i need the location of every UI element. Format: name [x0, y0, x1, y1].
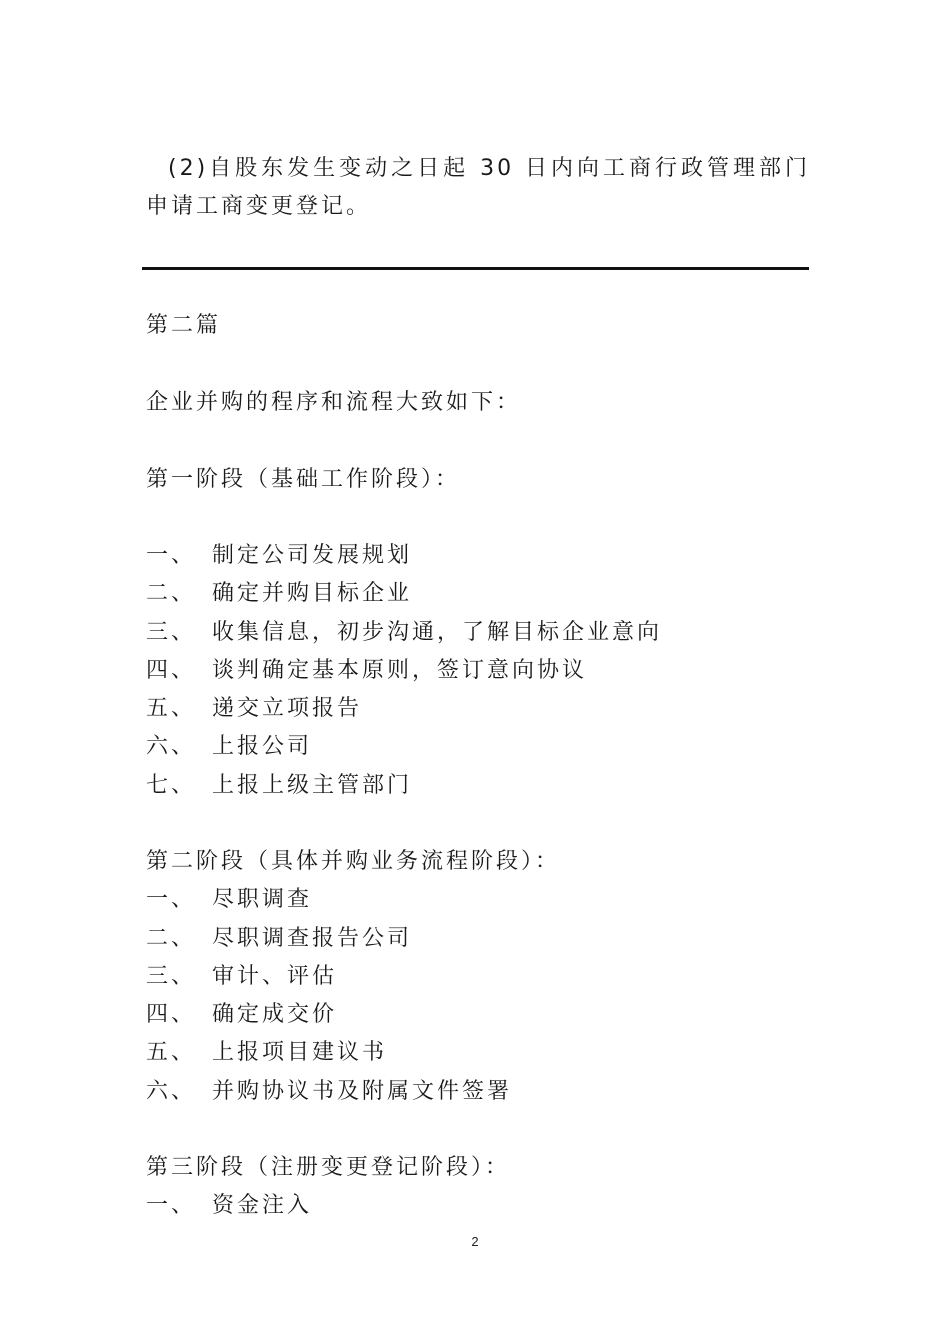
list-item-number: 四、: [146, 1002, 197, 1027]
list-item: [146, 734, 312, 760]
list-item-number: 六、: [146, 734, 197, 759]
intro-paragraph: (2)自股东发生变动之日起 30 日内向工商行政管理部门申请工商变更登记。: [146, 156, 810, 219]
lead-text: 企业并购的程序和流程大致如下：: [146, 390, 522, 415]
list-item-text: 审计、评估: [212, 964, 338, 989]
page-number: 2: [471, 1234, 479, 1249]
list-item: [146, 773, 412, 799]
list-item-text: 尽职调查报告公司: [212, 926, 413, 951]
list-item-number: 五、: [146, 696, 197, 721]
list-item-number: 六、: [146, 1079, 197, 1104]
list-item-number: 五、: [146, 1040, 197, 1065]
list-item-text: 确定成交价: [212, 1002, 338, 1027]
list-item-text: 制定公司发展规划: [212, 543, 413, 568]
list-item-text: 资金注入: [212, 1193, 313, 1218]
stage-heading: 第二阶段（具体并购业务流程阶段）：: [146, 849, 561, 874]
list-item-text: 上报公司: [212, 734, 313, 759]
section-title: 第二篇: [146, 313, 222, 338]
list-item-text: 尽职调查: [212, 887, 313, 912]
list-item-text: 上报项目建议书: [212, 1040, 388, 1065]
list-item-number: 三、: [146, 964, 197, 989]
list-item-text: 递交立项报告: [212, 696, 363, 721]
stage-heading: 第三阶段（注册变更登记阶段）：: [146, 1155, 511, 1180]
list-item-number: 三、: [146, 620, 197, 645]
list-item: [146, 926, 412, 952]
list-item: [146, 696, 362, 722]
list-item: [146, 1193, 312, 1219]
list-item-number: 二、: [146, 581, 197, 606]
list-item-text: 收集信息，初步沟通，了解目标企业意向: [212, 620, 663, 645]
list-item: [146, 1040, 387, 1066]
list-item-number: 一、: [146, 543, 197, 568]
list-item: [146, 658, 587, 684]
list-item: [146, 543, 412, 569]
list-item-number: 二、: [146, 926, 197, 951]
horizontal-rule: [142, 267, 809, 270]
list-item: [146, 964, 337, 990]
list-item-number: 七、: [146, 773, 197, 798]
list-item-number: 一、: [146, 1193, 197, 1218]
list-item-number: 一、: [146, 887, 197, 912]
list-item: [146, 887, 312, 913]
list-item: [146, 1002, 337, 1028]
list-item-text: 上报上级主管部门: [212, 773, 413, 798]
stage-heading: 第一阶段（基础工作阶段）：: [146, 467, 461, 492]
list-item: [146, 1079, 512, 1105]
list-item: [146, 581, 412, 607]
list-item-text: 谈判确定基本原则，签订意向协议: [212, 658, 588, 683]
list-item-number: 四、: [146, 658, 197, 683]
list-item-text: 确定并购目标企业: [212, 581, 413, 606]
list-item: [146, 620, 662, 646]
list-item-text: 并购协议书及附属文件签署: [212, 1079, 513, 1104]
